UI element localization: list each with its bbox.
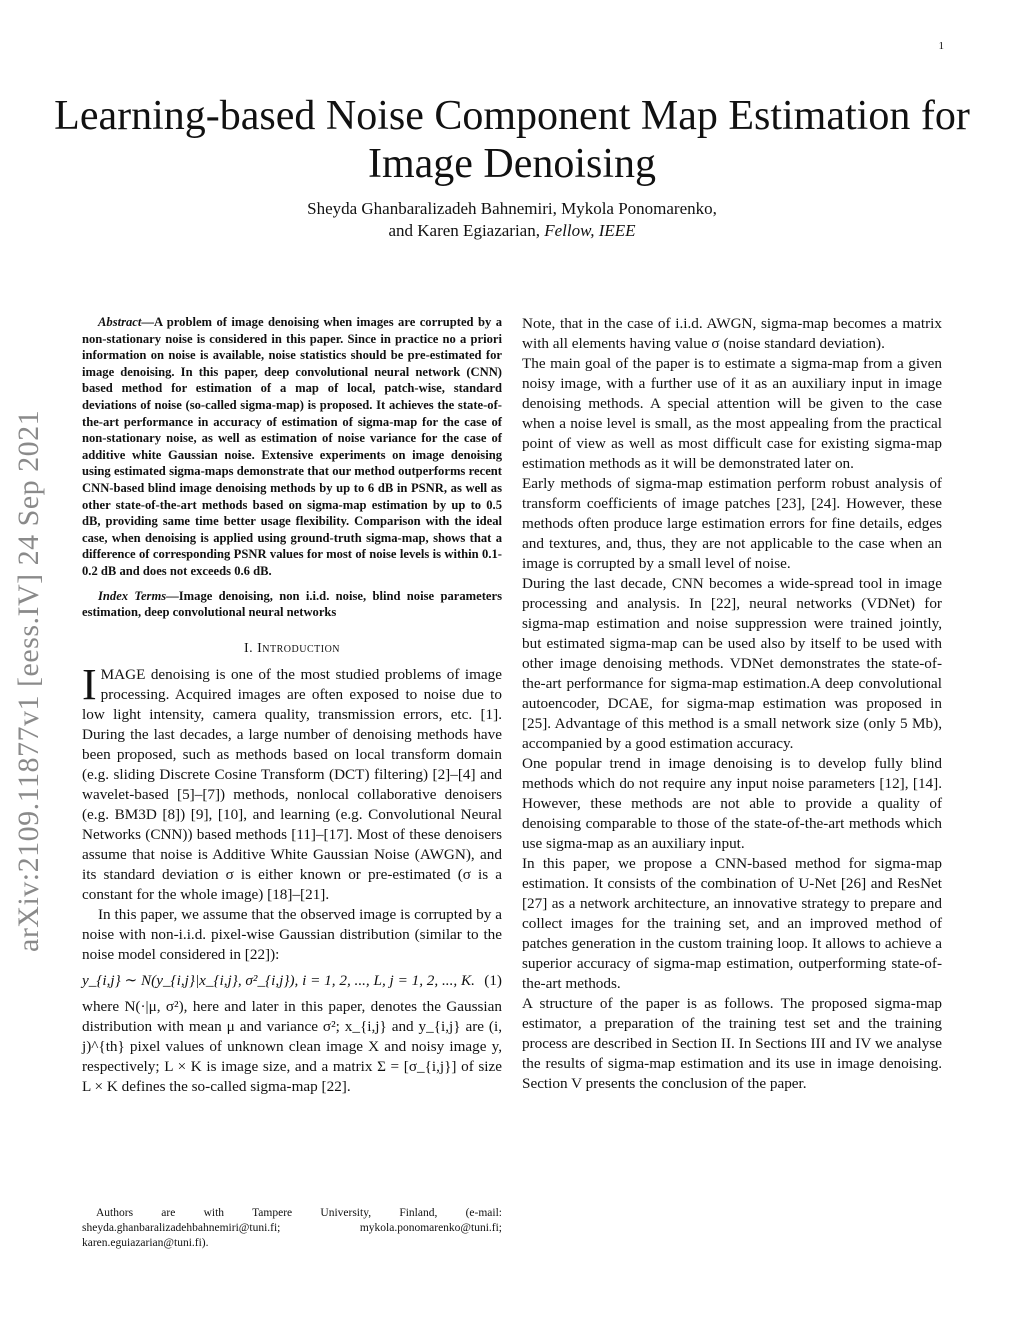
left-column — [82, 314, 502, 1097]
intro-text-1: MAGE denoising is one of the most studied problems of image processing. Acquired images are often exposed to noise due to low light intensity, camera quality, transmission errors, etc. [1]. During the last decades, a large number of denoising methods have been proposed, such as methods based on local transform domain (e.g. sliding Discrete Cosine Transform (DCT) filtering) [2]–[4] and wavelet-based [5]–[7]) methods, nonlocal collaborative denoisers (e.g. BM3D [8]) [9], [10], and learning (e.g. Convolutional Neural Networks (CNN)) based methods [11]–[17]. Most of these denoisers assume that noise is Additive White Gaussian Noise (AWGN), and its standard deviation σ is either known or pre-estimated (σ is a constant for the whole image) [18]–[21]. — [82, 665, 502, 903]
authors-names-2: and Karen Egiazarian, — [388, 221, 540, 240]
intro-paragraph-2: In this paper, we assume that the observed image is corrupted by a noise with non-i.i.d. pixel-wise Gaussian distribution (similar to the noise model considered in [22]): — [82, 905, 502, 963]
index-terms-paragraph — [82, 588, 502, 621]
equation-1 — [82, 971, 502, 991]
abstract-section — [82, 314, 502, 621]
paper-title: Learning-based Noise Component Map Estimation for Image Denoising — [54, 93, 970, 187]
right-paragraph-5: One popular trend in image denoising is to develop fully blind methods which do not require any input noise parameters [12], [14]. However, these methods are not able to provide a quality of denoising comparable to those of the state-of-the-art methods which use sigma-map as an auxiliary input. — [522, 755, 942, 852]
intro-paragraph-3: where N(·|μ, σ²), here and later in this paper, denotes the Gaussian distribution with mean μ and variance σ²; x_{i,j} and y_{i,j} are (i, j)^{th} pixel values of unknown clean image X and noisy image y, respectively; L × K is image size, and a matrix Σ = [σ_{i,j}] of size L × K defines the so-called sigma-map [22]. — [82, 997, 502, 1095]
right-paragraph-1: Note, that in the case of i.i.d. AWGN, sigma-map becomes a matrix with all elements having value σ (noise standard deviation). — [522, 315, 942, 352]
section-number: I. — [243, 640, 254, 656]
right-paragraph-4: During the last decade, CNN becomes a wide-spread tool in image processing and analysis. In [22], neural networks (VDNet) for sigma-map estimation and noise suppression were trained jointly, but estimated sigma-map can be used also by itself to be used with other image denoising methods. VDNet demonstrates the state-of-the-art performance for sigma-map estimation.A deep convolutional autoencoder, DCAE, for sigma-map estimation was proposed in [25]. Advantage of this method is a small network size (only 5 Mb), accompanied by a good estimation accuracy. — [522, 575, 942, 752]
equation-number: (1) — [484, 971, 502, 989]
abstract-paragraph — [82, 314, 502, 580]
drop-cap: I — [82, 659, 97, 709]
right-paragraph-7: A structure of the paper is as follows. The proposed sigma-map estimator, a preparation of the training test set and the training process are described in Section II. In Sections III and IV we analyse the results of sigma-map estimation and its use in image denoising. Section V presents the conclusion of the paper. — [522, 995, 942, 1092]
page-number: 1 — [938, 40, 944, 52]
equation-body: y_{i,j} ∼ N(y_{i,j}|x_{i,j}, σ²_{i,j}), i = 1, 2, ..., L, j = 1, 2, ..., K. — [82, 971, 475, 989]
right-paragraph-6: In this paper, we propose a CNN-based method for sigma-map estimation. It consists of the combination of U-Net [26] and ResNet [27] as a network architecture, an innovative strategy to prepare and collect images for the training set, and an improved method of patches generation in the custom training loop. It allows to achieve a superior accuracy of sigma-map estimation, outperforming state-of-the-art methods. — [522, 855, 942, 992]
section-heading-introduction — [82, 639, 502, 659]
section-title: Introduction — [257, 640, 341, 656]
author-footnote — [82, 1206, 502, 1251]
index-terms-text: —Image denoising, non i.i.d. noise, blind noise parameters estimation, deep convolutional neural networks — [82, 588, 502, 620]
index-terms-label: Index Terms — [98, 588, 167, 603]
abstract-label: Abstract — [98, 315, 142, 329]
abstract-text: —A problem of image denoising when images are corrupted by a non-stationary noise is considered in this paper. Since in practice no a priori information on noise is available, noise statistics should be pre-estimated for image denoising. In this paper, deep convolutional neural network (CNN) based method for estimation of a map of local, patch-wise, standard deviations of noise (so-called sigma-map) is proposed. It achieves the state-of-the-art performance in accuracy of estimation of sigma-map for the case of non-stationary noise, as well as estimation of noise variance for the case of additive white Gaussian noise. Extensive experiments on image denoising using estimated sigma-maps demonstrate that our method outperforms recent CNN-based blind image denoising methods by up to 6 dB in PSNR, as well as other state-of-the-art methods based on sigma-map estimation by up to 0.5 dB, providing same time better usage flexibility. Comparison with the ideal case, when denoising is applied using ground-truth sigma-map, shows that a difference of corresponding PSNR values for most of noise levels is within 0.1-0.2 dB and does not exceeds 0.6 dB. — [82, 315, 502, 578]
right-paragraph-2: The main goal of the paper is to estimate a sigma-map from a given noisy image, with a further use of it as an auxiliary input in image denoising methods. A special attention will be given to the case when a noise level is small, as the most appealing from the practical point of view as well as most difficult case for existing sigma-map estimation methods as it will be demonstrated later on. — [522, 355, 942, 472]
right-column — [522, 314, 942, 1094]
intro-paragraph-1 — [82, 659, 502, 905]
right-paragraph-3: Early methods of sigma-map estimation perform robust analysis of transform coefficients of image patches [23], [24]. However, these methods often produce large estimation errors for fine details, edges and textures, and, thus, they are not applicable to the case when an image is corrupted by a small level of noise. — [522, 475, 942, 572]
authors-line-2 — [40, 220, 984, 242]
authors-line-1: Sheyda Ghanbaralizadeh Bahnemiri, Mykola Ponomarenko, — [307, 199, 717, 218]
authors-role: Fellow, IEEE — [544, 221, 636, 240]
footnote-text: Authors are with Tampere University, Finland, (e-mail: sheyda.ghanbaralizadehbahnemiri@tuni.fi; mykola.ponomarenko@tuni.fi; karen.eguiazarian@tuni.fi). — [82, 1207, 502, 1249]
author-block — [40, 198, 984, 242]
arxiv-watermark: arXiv:2109.11877v1 [eess.IV] 24 Sep 2021 — [12, 409, 45, 952]
